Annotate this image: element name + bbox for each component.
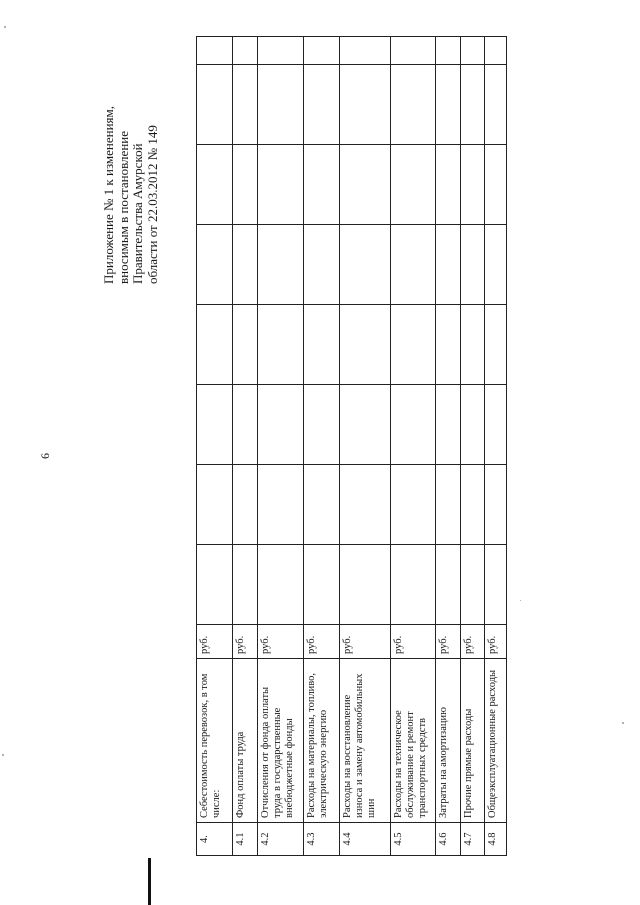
empty-cell xyxy=(340,385,390,465)
table-row xyxy=(460,37,484,856)
row-unit: руб. xyxy=(436,625,460,659)
empty-cell xyxy=(436,145,460,225)
empty-cell xyxy=(484,305,506,385)
empty-cell xyxy=(257,225,303,305)
empty-cell xyxy=(340,145,390,225)
row-name: Прочие прямые расходы xyxy=(460,659,484,823)
empty-cell xyxy=(304,145,340,225)
scan-edge-mark xyxy=(148,858,151,905)
row-name: Расходы на восстановление износа и замену автомобильных шин xyxy=(340,659,390,823)
row-number: 4. xyxy=(197,823,233,856)
table-row xyxy=(436,37,460,856)
empty-cell xyxy=(390,465,435,545)
empty-cell xyxy=(460,385,484,465)
row-name: Отчисления от фонда оплаты труда в государственные внебюджетные фонды xyxy=(257,659,303,823)
empty-cell xyxy=(197,145,233,225)
appendix-line: Правительства Амурской xyxy=(130,143,145,284)
empty-cell xyxy=(390,225,435,305)
empty-cell xyxy=(390,305,435,385)
scan-speck xyxy=(622,722,624,724)
empty-cell xyxy=(233,545,257,625)
empty-cell xyxy=(257,145,303,225)
empty-cell xyxy=(304,545,340,625)
empty-cell xyxy=(257,37,303,65)
empty-cell xyxy=(484,145,506,225)
empty-cell xyxy=(436,225,460,305)
cost-table-container xyxy=(196,36,507,856)
appendix-line: Приложение № 1 к изменениям, xyxy=(101,106,116,284)
empty-cell xyxy=(257,65,303,145)
empty-cell xyxy=(436,65,460,145)
empty-cell xyxy=(436,305,460,385)
empty-cell xyxy=(233,65,257,145)
empty-cell xyxy=(460,545,484,625)
row-number: 4.6 xyxy=(436,823,460,856)
empty-cell xyxy=(197,465,233,545)
empty-cell xyxy=(460,145,484,225)
empty-cell xyxy=(484,385,506,465)
empty-cell xyxy=(304,385,340,465)
row-name: Затраты на амортизацию xyxy=(436,659,460,823)
empty-cell xyxy=(436,385,460,465)
empty-cell xyxy=(460,465,484,545)
scan-speck xyxy=(2,754,4,756)
row-name: Расходы на техническое обслуживание и ремонт транспортных средств xyxy=(390,659,435,823)
empty-cell xyxy=(340,65,390,145)
empty-cell xyxy=(197,305,233,385)
empty-cell xyxy=(390,385,435,465)
row-unit: руб. xyxy=(460,625,484,659)
appendix-line: области от 22.03.2012 № 149 xyxy=(144,125,160,284)
row-unit: руб. xyxy=(340,625,390,659)
empty-cell xyxy=(460,65,484,145)
empty-cell xyxy=(197,545,233,625)
table-row xyxy=(484,37,506,856)
row-number: 4.1 xyxy=(233,823,257,856)
table-row xyxy=(257,37,303,856)
empty-cell xyxy=(257,385,303,465)
empty-cell xyxy=(304,225,340,305)
empty-cell xyxy=(390,37,435,65)
empty-cell xyxy=(304,37,340,65)
empty-cell xyxy=(484,225,506,305)
empty-cell xyxy=(197,225,233,305)
row-number: 4.4 xyxy=(340,823,390,856)
empty-cell xyxy=(390,65,435,145)
row-unit: руб. xyxy=(257,625,303,659)
row-unit: руб. xyxy=(233,625,257,659)
empty-cell xyxy=(436,465,460,545)
empty-cell xyxy=(340,225,390,305)
empty-cell xyxy=(340,545,390,625)
row-name: Расходы на материалы, топливо, электрическую энергию xyxy=(304,659,340,823)
empty-cell xyxy=(460,225,484,305)
empty-cell xyxy=(436,545,460,625)
scan-speck xyxy=(4,26,6,28)
table-row xyxy=(340,37,390,856)
empty-cell xyxy=(197,37,233,65)
empty-cell xyxy=(484,37,506,65)
row-number: 4.5 xyxy=(390,823,435,856)
empty-cell xyxy=(484,545,506,625)
row-unit: руб. xyxy=(197,625,233,659)
empty-cell xyxy=(390,145,435,225)
empty-cell xyxy=(484,465,506,545)
row-number: 4.7 xyxy=(460,823,484,856)
table-row xyxy=(233,37,257,856)
empty-cell xyxy=(304,465,340,545)
empty-cell xyxy=(304,65,340,145)
empty-cell xyxy=(304,305,340,385)
empty-cell xyxy=(233,305,257,385)
empty-cell xyxy=(257,305,303,385)
cost-table xyxy=(196,36,507,856)
empty-cell xyxy=(460,305,484,385)
empty-cell xyxy=(233,385,257,465)
empty-cell xyxy=(340,465,390,545)
row-number: 4.2 xyxy=(257,823,303,856)
row-number: 4.3 xyxy=(304,823,340,856)
empty-cell xyxy=(197,385,233,465)
row-unit: руб. xyxy=(304,625,340,659)
row-number: 4.8 xyxy=(484,823,506,856)
table-row xyxy=(197,37,233,856)
empty-cell xyxy=(460,37,484,65)
empty-cell xyxy=(436,37,460,65)
row-unit: руб. xyxy=(390,625,435,659)
empty-cell xyxy=(390,545,435,625)
empty-cell xyxy=(233,225,257,305)
table-row xyxy=(390,37,435,856)
empty-cell xyxy=(197,65,233,145)
row-name: Общеэксплуатационные расходы xyxy=(484,659,506,823)
row-name: Фонд оплаты труда xyxy=(233,659,257,823)
empty-cell xyxy=(340,37,390,65)
row-unit: руб. xyxy=(484,625,506,659)
empty-cell xyxy=(257,545,303,625)
empty-cell xyxy=(257,465,303,545)
page-number: 6 xyxy=(38,453,52,459)
row-name: Себестоимость перевозок, в том числе: xyxy=(197,659,233,823)
empty-cell xyxy=(233,145,257,225)
empty-cell xyxy=(484,65,506,145)
scan-speck xyxy=(520,600,521,601)
appendix-note xyxy=(102,44,160,284)
table-row xyxy=(304,37,340,856)
empty-cell xyxy=(233,465,257,545)
appendix-line: вносимым в постановление xyxy=(115,131,131,284)
empty-cell xyxy=(233,37,257,65)
empty-cell xyxy=(340,305,390,385)
